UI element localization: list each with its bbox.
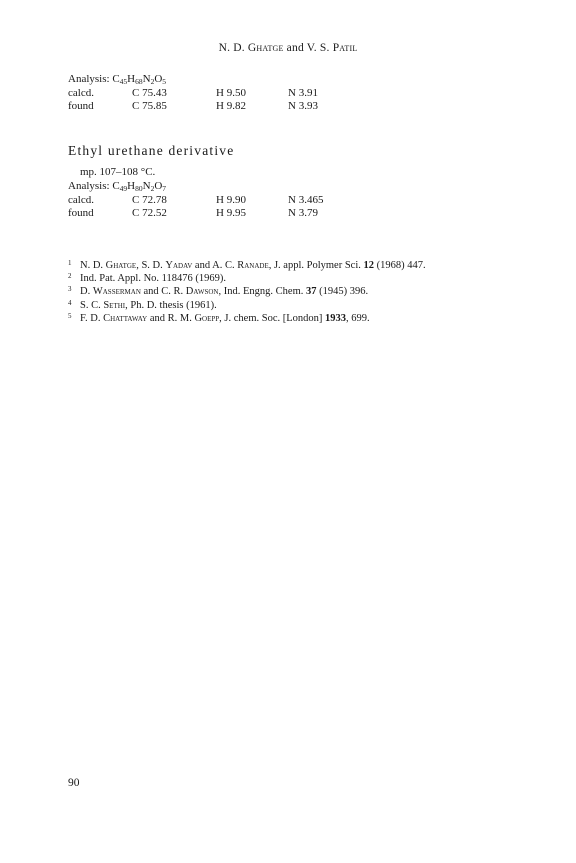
volume-number: 1933 [325, 312, 347, 324]
author-surname: Goepp [194, 312, 220, 324]
running-head-author1-name: Ghatge [247, 42, 284, 54]
melting-point: mp. 107–108 °C. [80, 166, 156, 178]
formula-element: N [142, 180, 151, 192]
running-head [0, 42, 576, 54]
reference-text: and C. R. [140, 286, 186, 298]
reference-item [68, 259, 518, 272]
reference-text: , J. chem. Soc. [London] [219, 312, 326, 324]
reference-text: D. [80, 286, 93, 298]
author-surname: Dawson [185, 286, 219, 298]
formula-subscript: 45 [119, 77, 128, 86]
formula-element: N [142, 73, 151, 85]
formula-element: C [112, 73, 120, 85]
formula-subscript: 49 [119, 184, 128, 193]
nitrogen-value: N 3.465 [288, 193, 324, 206]
row-label: found [68, 207, 94, 219]
running-head-connector: and V. S. [283, 42, 333, 54]
reference-text: and R. M. [147, 312, 195, 324]
carbon-value: C 72.78 [132, 193, 167, 206]
hydrogen-value: H 9.90 [216, 193, 246, 206]
reference-number: 4 [68, 298, 72, 307]
author-surname: Ranade [237, 260, 269, 271]
formula-subscript: 7 [162, 184, 167, 193]
reference-text: , J. appl. Polymer Sci. [268, 260, 364, 271]
running-head-author2-name: Patil [332, 42, 358, 54]
reference-text: N. D. [80, 260, 106, 271]
reference-item [68, 312, 518, 325]
author-surname: Chattaway [103, 312, 148, 324]
analysis-label: Analysis: [68, 73, 113, 85]
formula-subscript: 80 [135, 184, 143, 193]
reference-item [68, 299, 518, 312]
row-label: calcd. [68, 86, 94, 99]
carbon-value: C 75.43 [132, 86, 167, 99]
reference-number: 1 [68, 259, 72, 267]
reference-text: S. C. [80, 299, 104, 311]
reference-text: , Ph. D. thesis (1961). [125, 299, 217, 311]
carbon-value: C 75.85 [132, 100, 167, 112]
reference-text: , Ind. Engng. Chem. [218, 286, 306, 298]
reference-item [68, 272, 518, 285]
formula-element: H [127, 73, 136, 85]
formula-subscript: 5 [162, 77, 167, 86]
reference-text: (1968) 447. [374, 260, 426, 271]
volume-number: 12 [363, 260, 375, 271]
formula-element: O [154, 73, 163, 85]
volume-number: 37 [306, 286, 317, 298]
hydrogen-value: H 9.95 [216, 207, 246, 219]
row-label: calcd. [68, 193, 94, 206]
carbon-value: C 72.52 [132, 207, 167, 219]
reference-text: , S. D. [136, 260, 166, 271]
formula-subscript: 2 [150, 184, 155, 193]
running-head-author1-prefix: N. D. [218, 42, 248, 54]
formula-element: H [127, 180, 136, 192]
reference-number: 3 [68, 285, 72, 294]
row-label: found [68, 100, 94, 112]
nitrogen-value: N 3.93 [288, 100, 318, 112]
formula-subscript: 68 [135, 77, 143, 86]
reference-text: , 699. [346, 312, 370, 324]
author-surname: Wasserman [92, 286, 141, 298]
reference-number: 2 [68, 272, 72, 281]
nitrogen-value: N 3.79 [288, 207, 318, 219]
author-surname: Ghatge [105, 260, 137, 271]
reference-text: and A. C. [192, 260, 238, 271]
reference-text: Ind. Pat. Appl. No. 118476 (1969). [80, 273, 227, 285]
author-surname: Yadav [165, 260, 193, 271]
reference-item [68, 285, 518, 298]
section-heading: Ethyl urethane derivative [68, 143, 235, 158]
formula-subscript: 2 [150, 77, 155, 86]
reference-list [68, 259, 518, 325]
author-surname: Sethi [103, 299, 126, 311]
hydrogen-value: H 9.82 [216, 100, 246, 112]
page-number: 90 [68, 777, 80, 789]
molecular-formula [112, 180, 166, 192]
analysis-label: Analysis: [68, 180, 113, 192]
formula-element: C [112, 180, 120, 192]
hydrogen-value: H 9.50 [216, 86, 246, 99]
formula-element: O [154, 180, 163, 192]
molecular-formula [112, 73, 166, 85]
reference-text: (1945) 396. [316, 286, 369, 298]
reference-number: 5 [68, 311, 72, 320]
reference-text: F. D. [80, 312, 104, 324]
nitrogen-value: N 3.91 [288, 86, 318, 99]
